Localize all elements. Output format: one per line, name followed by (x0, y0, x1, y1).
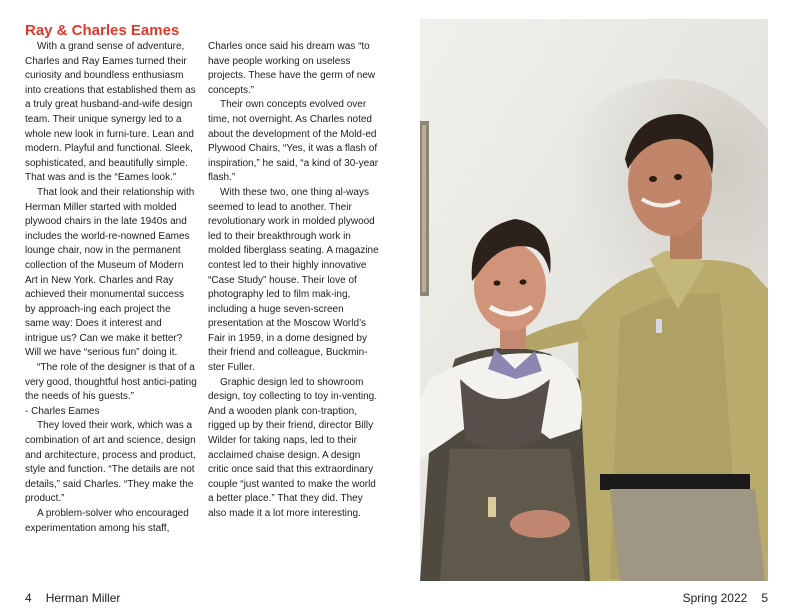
quote: “The role of the designer is that of a very good, thoughtful host antici-pating the needs of his guests.” (25, 362, 197, 403)
page-number-left: 4 (25, 591, 32, 605)
paragraph: Their own concepts evolved over time, not overnight. As Charles noted about the development of the Mold-ed Plywood Chairs, “Yes, it was a flash of inspiration,” he said, “a kind of 30-year flash.” (208, 99, 379, 184)
issue-date: Spring 2022 (682, 591, 748, 605)
quote-attribution: - Charles Eames (25, 405, 100, 417)
text-column-right (208, 40, 380, 522)
paragraph: Charles once said his dream was “to have people working on useless projects. These have the germ of new concepts.” (208, 41, 376, 96)
couple-photo (420, 19, 768, 581)
footer-right (683, 591, 768, 606)
footer-left (25, 591, 120, 606)
paragraph: With a grand sense of adventure, Charles and Ray Eames turned their curiosity and boundless enthusiasm into creations that established them as a truly great husband-and-wife design team. Their unique synergy led to a whole new look in furni-ture. Lean and modern. Playful and functional. Sleek, sophisticated, and beautifully simple. That was and is the “Eames look.” (25, 41, 196, 184)
paragraph: A problem-solver who encouraged experimentation among his staff, (25, 508, 189, 534)
article-title: Ray & Charles Eames (25, 22, 180, 39)
paragraph: With these two, one thing al-ways seemed to lead to another. Their revolutionary work in molded plywood led to their breakthrough work in molded fiberglass seating. A magazine contest led to their highly innovative “Case Study” house. Their love of photography led to film mak-ing, including a huge seven-screen presentation at the Moscow World’s Fair in 1959, in a dome designed by their friend and colleague, Buckmin-ster Fuller. (208, 186, 379, 374)
page-number-right: 5 (761, 591, 768, 605)
paragraph: Graphic design led to showroom design, toy collecting to toy in-venting. And a wooden plank con-traption, rigged up by their friend, director Billy Wilder for taking naps, led to their acclaimed chaise design. A design critic once said that this extraordinary couple “just wanted to make the world a better place.” That they did. They also made it a lot more interesting. (208, 376, 377, 519)
text-column-left (25, 40, 197, 536)
paragraph: They loved their work, which was a combination of art and science, design and architecture, process and product, style and function. “The details are not details,” said Charles. “They make the product.” (25, 420, 196, 505)
publication-name: Herman Miller (45, 591, 121, 605)
paragraph: That look and their relationship with Herman Miller started with molded plywood chairs in the late 1940s and includes the world-re-nowned Eames lounge chair, now in the permanent collection of the Museum of Modern Art in New York. Charles and Ray achieved their monumental success by approach-ing each project the same way: Does it interest and intrigue us? Can we make it better? Will we have “serious fun” doing it. (25, 186, 195, 359)
